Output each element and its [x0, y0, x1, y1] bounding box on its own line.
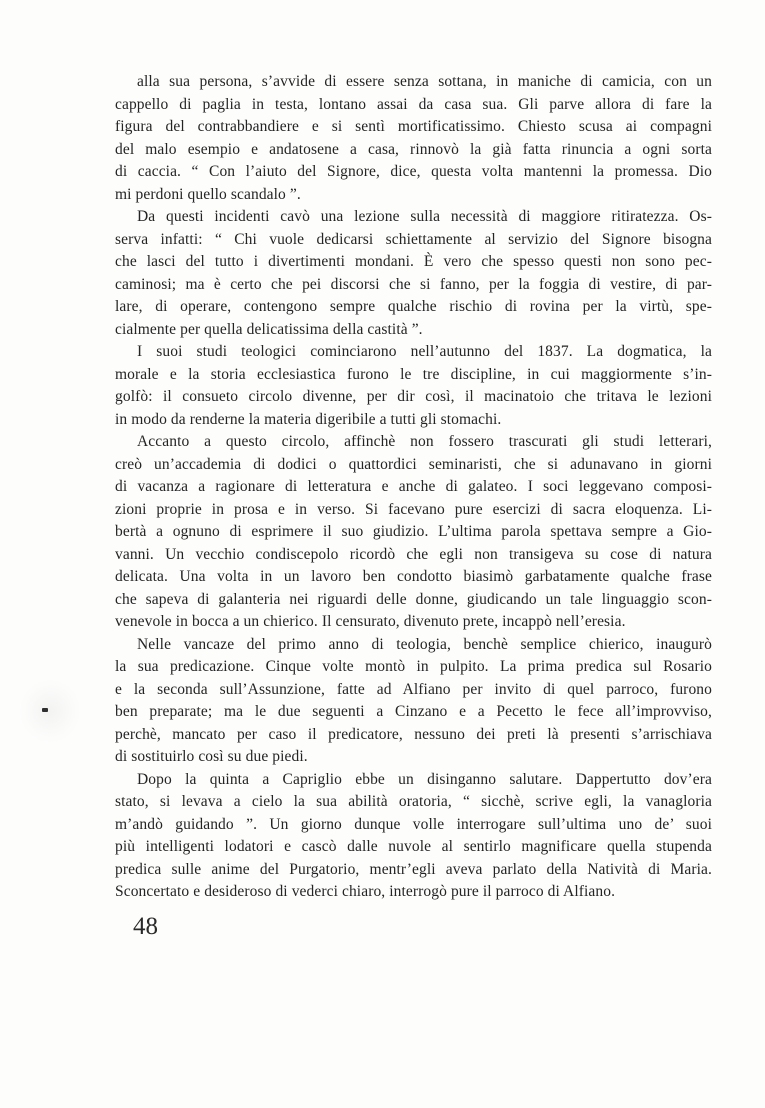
text-line: bertà a ognuno di esprimere il suo giudizio. L’ultima parola spettava sempre a Gio-	[115, 523, 712, 540]
text-line: del malo esempio e andatosene a casa, rinnovò la già fatta rinuncia a ogni sorta	[115, 140, 712, 158]
text-line: venevole in bocca a un chierico. Il censurato, divenuto prete, incappò nell’eresia.	[115, 613, 626, 630]
text-line: di sostituirlo così su due piedi.	[115, 748, 308, 765]
page-number: 48	[133, 913, 158, 940]
paragraph	[115, 769, 712, 904]
text-line: in modo da renderne la materia digeribile a tutti gli stomachi.	[115, 410, 502, 428]
text-line: creò un’accademia di dodici o quattordici seminaristi, che si adunavano in giorni	[115, 455, 712, 473]
text-line: Dopo la quinta a Capriglio ebbe un disinganno salutare. Dappertutto dov’era	[137, 770, 712, 788]
text-line: che lasci del tutto i divertimenti mondani. È vero che spesso questi non sono pec-	[115, 253, 712, 270]
ink-speck	[42, 708, 48, 712]
text-line: alla sua persona, s’avvide di essere senza sottana, in maniche di camicia, con un	[137, 73, 712, 90]
text-line: morale e la storia ecclesiastica furono le tre discipline, in cui maggiormente s’in-	[115, 365, 712, 383]
text-line: Accanto a questo circolo, affinchè non fossero trascurati gli studi letterari,	[137, 433, 712, 450]
text-line: più intelligenti lodatori e cascò dalle nuvole al sentirlo magnificare quella stupenda	[115, 838, 712, 855]
text-line: vanni. Un vecchio condiscepolo ricordò che egli non transigeva su cose di natura	[115, 545, 712, 563]
text-line: I suoi studi teologici cominciarono nell’autunno del 1837. La dogmatica, la	[137, 343, 712, 360]
text-line: caminosi; ma è certo che pei discorsi che si fanno, per la foggia di vestire, di par-	[115, 275, 712, 293]
text-line: e la seconda sull’Assunzione, fatte ad Alfiano per invito di quel parroco, furono	[115, 680, 712, 698]
text-line: di caccia. “ Con l’aiuto del Signore, dice, questa volta mantenni la promessa. Dio	[115, 163, 712, 180]
text-line: lare, di operare, contengono sempre qualche rischio di rovina per la virtù, spe-	[115, 298, 712, 315]
text-line: Sconcertato e desideroso di vederci chiaro, interrogò pure il parroco di Alfiano.	[115, 883, 616, 900]
text-line: Nelle vancaze del primo anno di teologia, benchè semplice chierico, inaugurò	[137, 635, 712, 653]
paragraph	[115, 634, 712, 769]
text-line: che sapeva di galanteria nei riguardi delle donne, giudicando un tale linguaggio scon-	[115, 590, 712, 608]
text-line: serva infatti: “ Chi vuole dedicarsi schiettamente al servizio del Signore bisogna	[115, 230, 712, 248]
text-line: m’andò guidando ”. Un giorno dunque volle interrogare sull’ultima uno de’ suoi	[115, 815, 712, 833]
text-line: cialmente per quella delicatissima della castità ”.	[115, 320, 423, 338]
margin-smudge	[20, 680, 80, 742]
text-line: delicata. Una volta in un lavoro ben condotto biasimò garbatamente qualche frase	[115, 568, 712, 585]
text-line: stato, si levava a cielo la sua abilità oratoria, “ sicchè, scrive egli, la vanagloria	[115, 793, 712, 810]
paragraph	[115, 431, 712, 634]
text-line: di vacanza a ragionare di letteratura e anche di galateo. I soci leggevano composi-	[115, 478, 712, 495]
text-line: zioni proprie in prosa e in verso. Si facevano pure esercizi di sacra eloquenza. Li-	[115, 500, 712, 518]
paragraph	[115, 341, 712, 431]
text-line: figura del contrabbandiere e si sentì mortificatissimo. Chiesto scusa ai compagni	[115, 118, 712, 135]
text-line: cappello di paglia in testa, lontano assai da casa sua. Gli parve allora di fare la	[115, 95, 712, 113]
text-line: perchè, mancato per caso il predicatore, nessuno dei preti là presenti s’arrischiava	[115, 725, 712, 743]
text-line: ben preparate; ma le due seguenti a Cinzano e a Pecetto le fece all’improvviso,	[115, 703, 712, 720]
text-block	[115, 71, 712, 904]
text-line: golfò: il consueto circolo divenne, per dir così, il macinatoio che tritava le lezioni	[115, 388, 712, 405]
text-line: predica sulle anime del Purgatorio, mentr’egli aveva parlato della Natività di Maria.	[115, 860, 712, 878]
text-line: mi perdoni quello scandalo ”.	[115, 185, 301, 203]
paragraph	[115, 206, 712, 341]
text-line: la sua predicazione. Cinque volte montò in pulpito. La prima predica sul Rosario	[115, 658, 712, 675]
paragraph	[115, 71, 712, 206]
text-line: Da questi incidenti cavò una lezione sulla necessità di maggiore ritiratezza. Os-	[137, 208, 712, 225]
